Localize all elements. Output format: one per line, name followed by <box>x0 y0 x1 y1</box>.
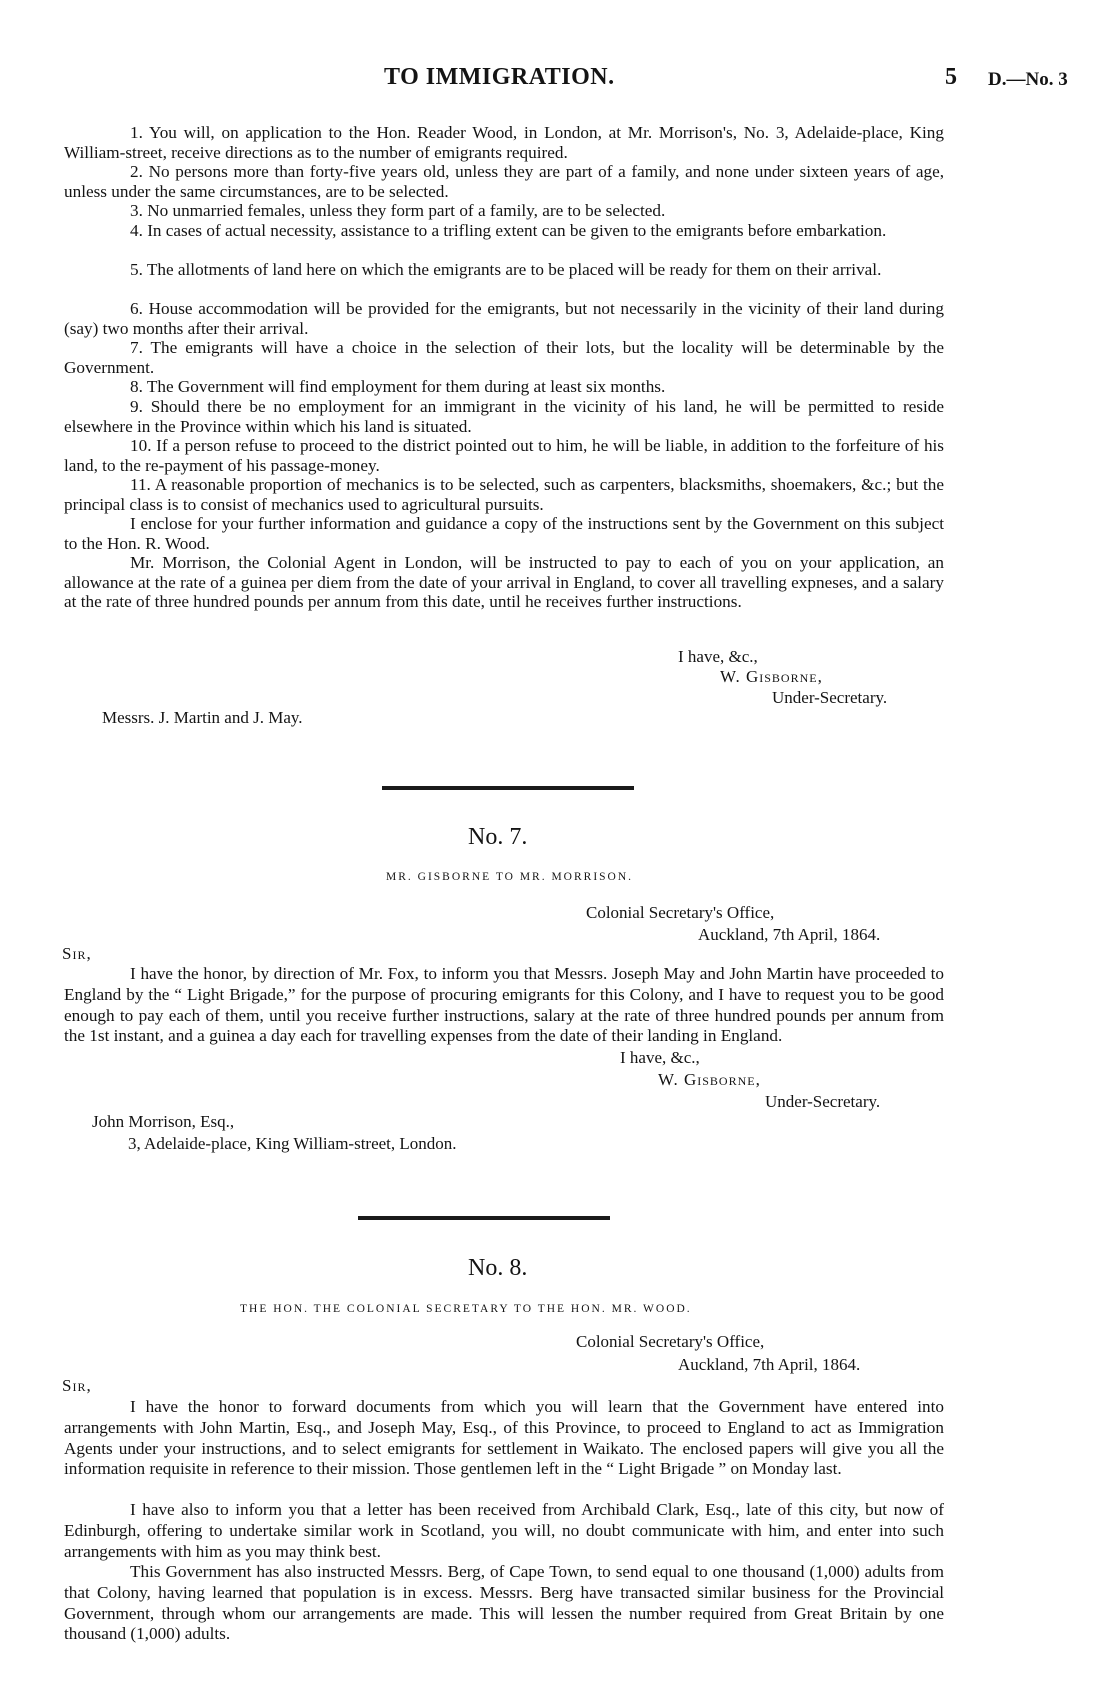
paragraph: I have the honor, by direction of Mr. Fox, to inform you that Messrs. Joseph May and John Martin have proceeded to England by the “ Light Brigade,” for the purpose of procuring emigrants for this Colony, and I have to request you to be good enough to pay each of them, until you receive further instructions, salary at the rate of three hundred pounds per annum from the 1st instant, and a guinea a day each for travelling expenses from the date of their landing in England. <box>64 964 944 1046</box>
paragraph: This Government has also instructed Messrs. Berg, of Cape Town, to send equal to one thousand (1,000) adults from that Colony, having learned that population is in excess. Messrs. Berg have transacted similar business for the Provincial Government, through whom our arrangements are made. This will lessen the number required from Great Britain by one thousand (1,000) adults. <box>64 1562 944 1644</box>
paragraph: 9. Should there be no employment for an immigrant in the vicinity of his land, he will be permitted to reside elsewhere in the Province within which his land is situated. <box>64 397 944 436</box>
paragraph: 4. In cases of actual necessity, assistance to a trifling extent can be given to the emigrants before embarkation. <box>130 221 887 240</box>
page-number: 5 <box>945 64 958 90</box>
paragraph: 6. House accommodation will be provided for the emigrants, but not necessarily in the vicinity of their land during (say) two months after their arrival. <box>64 299 944 338</box>
document-subtitle: THE HON. THE COLONIAL SECRETARY TO THE HON. MR. WOOD. <box>240 1303 692 1315</box>
office-line: Colonial Secretary's Office, <box>576 1332 765 1351</box>
signature: W. Gisborne, <box>720 667 823 686</box>
paragraph: 3. No unmarried females, unless they form part of a family, are to be selected. <box>130 201 666 220</box>
section-divider <box>358 1216 610 1220</box>
paragraph: I have also to inform you that a letter has been received from Archibald Clark, Esq., late of this city, but now of Edinburgh, offering to undertake similar work in Scotland, you will, no doubt communicate with him, and enter into such arrangements with him as you may think best. <box>64 1500 944 1561</box>
page-header-title: TO IMMIGRATION. <box>384 64 615 90</box>
document-reference: D.—No. 3 <box>988 69 1068 90</box>
addressee-name: John Morrison, Esq., <box>92 1112 235 1131</box>
document-subtitle: MR. GISBORNE TO MR. MORRISON. <box>386 871 634 883</box>
addressee: Messrs. J. Martin and J. May. <box>102 708 303 727</box>
paragraph: 7. The emigrants will have a choice in the selection of their lots, but the locality will be determinable by the Government. <box>64 338 944 377</box>
document-number: No. 7. <box>468 824 528 850</box>
section-divider <box>382 786 634 790</box>
paragraph: 11. A reasonable proportion of mechanics is to be selected, such as carpenters, blacksmiths, shoemakers, &c.; but the principal class is to consist of mechanics used to agricultural pursuits. <box>64 475 944 514</box>
place-date: Auckland, 7th April, 1864. <box>678 1355 861 1374</box>
paragraph: I have the honor to forward documents from which you will learn that the Government have entered into arrangements with John Martin, Esq., and Joseph May, Esq., of this Province, to proceed to England to act as Immigration Agents under your instructions, and to select emigrants for settlement in Waikato. The enclosed papers will give you all the information requisite in reference to their mission. Those gentlemen left in the “ Light Brigade ” on Monday last. <box>64 1397 944 1479</box>
signature-title: Under-Secretary. <box>772 688 888 707</box>
closing: I have, &c., <box>620 1048 700 1067</box>
salutation: Sir, <box>62 1376 92 1395</box>
paragraph: 10. If a person refuse to proceed to the district pointed out to him, he will be liable, in addition to the forfeiture of his land, to the re-payment of his passage-money. <box>64 436 944 475</box>
paragraph: I enclose for your further information and guidance a copy of the instructions sent by the Government on this subject to the Hon. R. Wood. <box>64 514 944 553</box>
paragraph: 5. The allotments of land here on which the emigrants are to be placed will be ready for them on their arrival. <box>130 260 882 279</box>
closing: I have, &c., <box>678 647 758 666</box>
paragraph: 8. The Government will find employment for them during at least six months. <box>130 377 666 396</box>
paragraph: 2. No persons more than forty-five years old, unless they are part of a family, and none under sixteen years of age, unless under the same circumstances, are to be selected. <box>64 162 944 201</box>
signature-title: Under-Secretary. <box>765 1092 881 1111</box>
paragraph: 1. You will, on application to the Hon. Reader Wood, in London, at Mr. Morrison's, No. 3, Adelaide-place, King William-street, receive directions as to the number of emigrants required. <box>64 123 944 162</box>
addressee-address: 3, Adelaide-place, King William-street, London. <box>128 1134 457 1153</box>
salutation: Sir, <box>62 944 92 963</box>
signature: W. Gisborne, <box>658 1070 761 1089</box>
paragraph: Mr. Morrison, the Colonial Agent in London, will be instructed to pay to each of you on your application, an allowance at the rate of a guinea per diem from the date of your arrival in England, to cover all travelling expneses, and a salary at the rate of three hundred pounds per annum from this date, until he receives further instructions. <box>64 553 944 612</box>
document-number: No. 8. <box>468 1255 528 1281</box>
office-line: Colonial Secretary's Office, <box>586 903 775 922</box>
place-date: Auckland, 7th April, 1864. <box>698 925 881 944</box>
